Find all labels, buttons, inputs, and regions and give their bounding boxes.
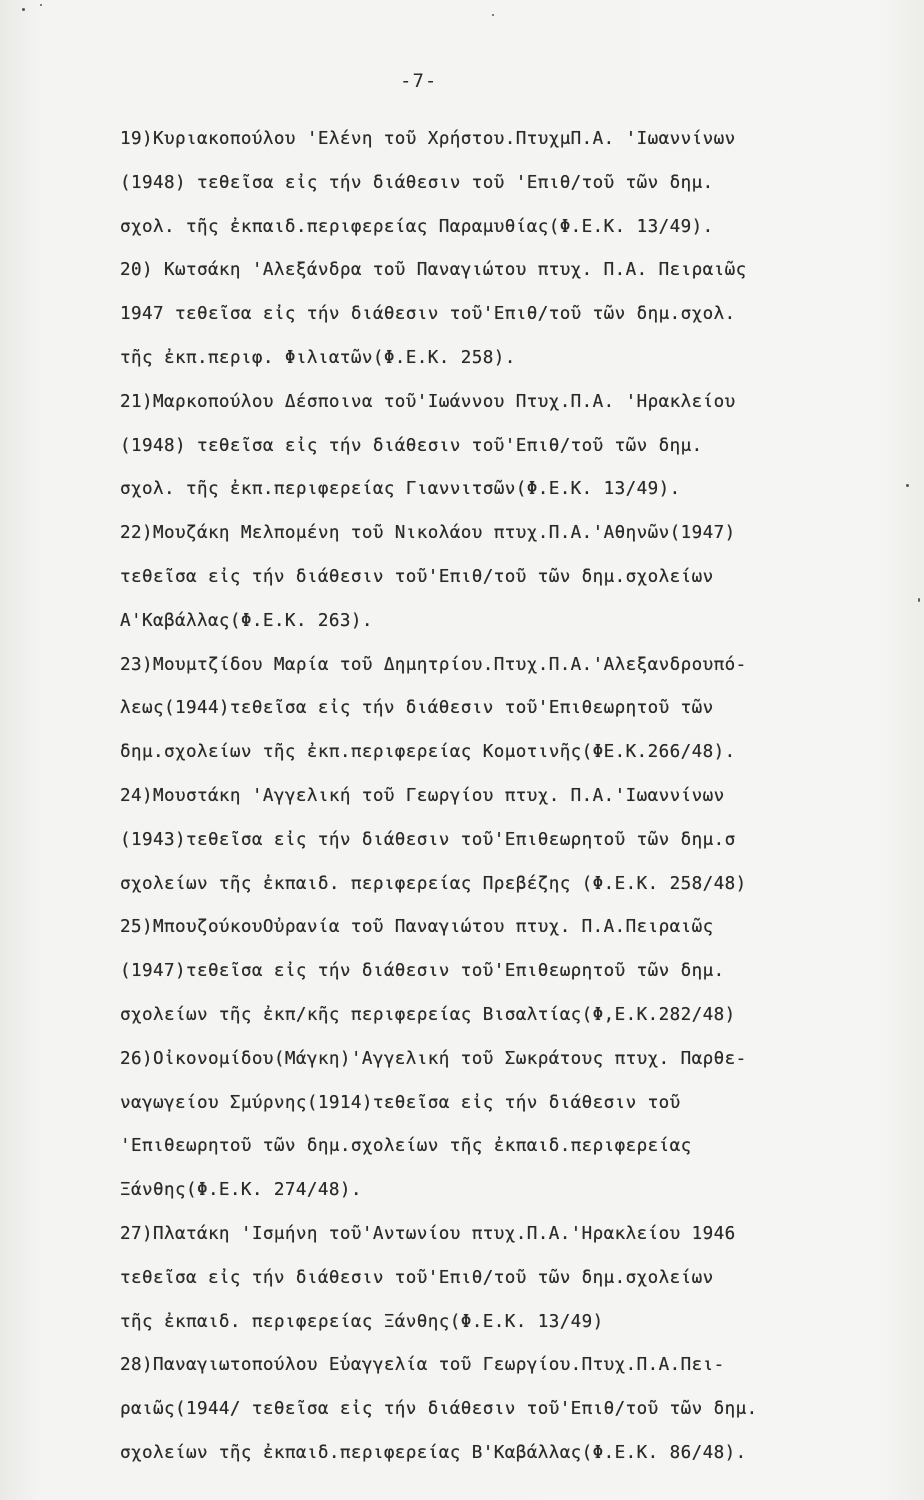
text-line: 27)Πλατάκη 'Ισμήνη τοῦ'Αντωνίου πτυχ.Π.Α.'Ηρακλείου 1946 xyxy=(120,1223,736,1244)
ink-speck xyxy=(22,8,25,11)
text-line: 21)Μαρκοπούλου Δέσποινα τοῦ'Ιωάννου Πτυχ.Π.Α. 'Ηρακλείου xyxy=(120,391,736,412)
text-line: τεθεῖσα εἰς τήν διάθεσιν τοῦ'Επιθ/τοῦ τῶν δημ.σχολείων xyxy=(120,566,714,587)
text-line: ραιῶς(1944/ τεθεῖσα εἰς τήν διάθεσιν τοῦ'Επιθ/τοῦ τῶν δημ. xyxy=(120,1399,758,1420)
text-line: Α'Καβάλλας(Φ.Ε.Κ. 263). xyxy=(120,610,373,631)
text-line: ναγωγείου Σμύρνης(1914)τεθεῖσα εἰς τήν διάθεσιν τοῦ xyxy=(120,1092,681,1113)
text-line: σχολείων τῆς ἐκπ/κῆς περιφερείας Βισαλτίας(Φ,Ε.Κ.282/48) xyxy=(120,1004,736,1025)
text-line: 1947 τεθεῖσα εἰς τήν διάθεσιν τοῦ'Επιθ/τοῦ τῶν δημ.σχολ. xyxy=(120,304,736,325)
ink-speck xyxy=(40,4,42,6)
ink-speck xyxy=(906,484,909,487)
text-line: 24)Μουστάκη 'Αγγελική τοῦ Γεωργίου πτυχ. Π.Α.'Ιωαννίνων xyxy=(120,785,725,806)
text-line: σχολείων τῆς ἐκπαιδ. περιφερείας Πρεβέζης (Φ.Ε.Κ. 258/48) xyxy=(120,873,747,894)
ink-speck xyxy=(918,598,920,602)
text-line: τεθεῖσα εἰς τήν διάθεσιν τοῦ'Επιθ/τοῦ τῶν δημ.σχολείων xyxy=(120,1267,714,1288)
page-number: -7- xyxy=(400,70,438,92)
text-line: δημ.σχολείων τῆς ἐκπ.περιφερείας Κομοτινῆς(ΦΕ.Κ.266/48). xyxy=(120,742,736,763)
ink-speck xyxy=(492,14,494,16)
text-line: λεως(1944)τεθεῖσα εἰς τήν διάθεσιν τοῦ'Επιθεωρητοῦ τῶν xyxy=(120,698,714,719)
text-line: 23)Μουμτζίδου Μαρία τοῦ Δημητρίου.Πτυχ.Π.Α.'Αλεξανδρουπό- xyxy=(120,654,747,675)
text-line: 25)ΜπουζούκουΟὐρανία τοῦ Παναγιώτου πτυχ. Π.Α.Πειραιῶς xyxy=(120,917,714,938)
text-line: 26)Οἰκονομίδου(Μάγκη)'Αγγελική τοῦ Σωκράτους πτυχ. Παρθε- xyxy=(120,1048,747,1069)
text-line: σχολείων τῆς ἐκπαιδ.περιφερείας Β'Καβάλλας(Φ.Ε.Κ. 86/48). xyxy=(120,1442,747,1463)
text-line: σχολ. τῆς ἐκπ.περιφερείας Γιαννιτσῶν(Φ.Ε.Κ. 13/49). xyxy=(120,479,681,500)
text-line: Ξάνθης(Φ.Ε.Κ. 274/48). xyxy=(120,1180,362,1201)
text-line: 22)Μουζάκη Μελπομένη τοῦ Νικολάου πτυχ.Π.Α.'Αθηνῶν(1947) xyxy=(120,523,736,544)
text-line: σχολ. τῆς ἐκπαιδ.περιφερείας Παραμυθίας(Φ.Ε.Κ. 13/49). xyxy=(120,216,714,237)
text-line: (1943)τεθεῖσα εἰς τήν διάθεσιν τοῦ'Επιθεωρητοῦ τῶν δημ.σ xyxy=(120,829,736,850)
typed-text-body xyxy=(120,118,890,1476)
text-line: (1948) τεθεῖσα εἰς τήν διάθεσιν τοῦ'Επιθ/τοῦ τῶν δημ. xyxy=(120,435,703,456)
text-line: 20) Κωτσάκη 'Αλεξάνδρα τοῦ Παναγιώτου πτυχ. Π.Α. Πειραιῶς xyxy=(120,260,747,281)
text-line: τῆς ἐκπαιδ. περιφερείας Ξάνθης(Φ.Ε.Κ. 13/49) xyxy=(120,1311,604,1332)
text-line: 'Επιθεωρητοῦ τῶν δημ.σχολείων τῆς ἐκπαιδ.περιφερείας xyxy=(120,1136,692,1157)
text-line: (1948) τεθεῖσα εἰς τήν διάθεσιν τοῦ 'Επιθ/τοῦ τῶν δημ. xyxy=(120,172,714,193)
text-line: (1947)τεθεῖσα εἰς τήν διάθεσιν τοῦ'Επιθεωρητοῦ τῶν δημ. xyxy=(120,961,725,982)
text-line: 19)Κυριακοπούλου 'Ελένη τοῦ Χρήστου.ΠτυχμΠ.Α. 'Ιωαννίνων xyxy=(120,129,736,149)
text-line: 28)Παναγιωτοπούλου Εὐαγγελία τοῦ Γεωργίου.Πτυχ.Π.Α.Πει- xyxy=(120,1355,725,1376)
text-line: τῆς ἐκπ.περιφ. Φιλιατῶν(Φ.Ε.Κ. 258). xyxy=(120,347,516,368)
